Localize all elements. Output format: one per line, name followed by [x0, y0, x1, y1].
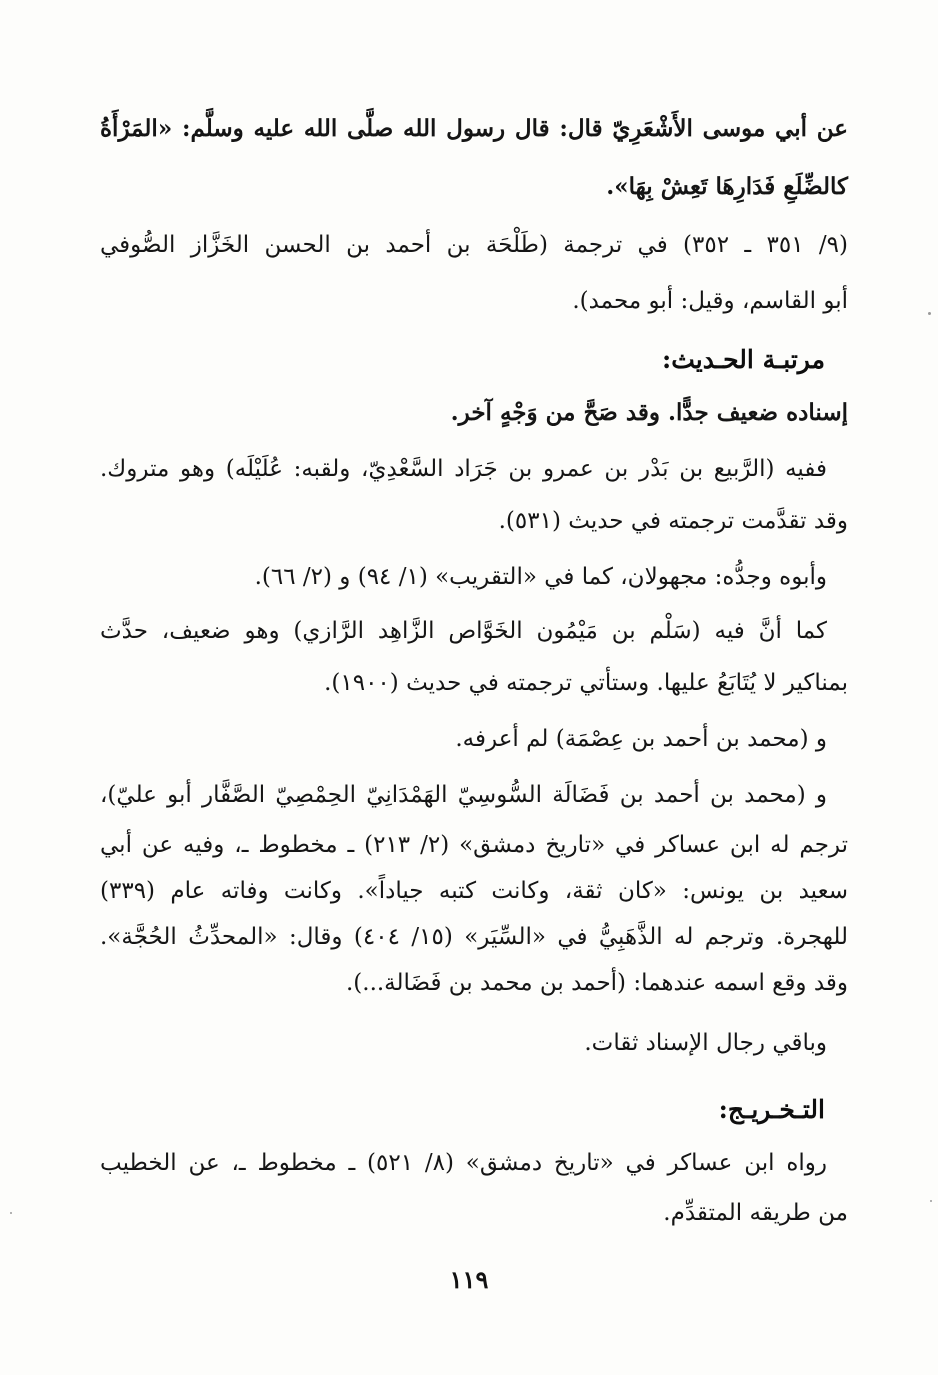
narrator-5-line-2: ترجم له ابن عساكر في «تاريخ دمشق» (٢/ ٢١٣) ـ مخطوط ـ، وفيه عن أبي: [100, 832, 849, 858]
scan-speck: [928, 312, 931, 315]
section-heading-takhrij: التـخـريـج:: [718, 1095, 825, 1124]
rank-summary: إسناده ضعيف جدًّا. وقد صَحَّ من وَجْهٍ آخر.: [450, 399, 848, 426]
narrator-3-line-1: كما أنَّ فيه (سَلْم بن مَيْمُون الخَوَّاص الزَّاهِد الرَّازي) وهو ضعيف، حدَّث: [100, 618, 827, 644]
hadith-line-1: عن أبي موسى الأَشْعَرِيّ قال: قال رسول الله صلَّى الله عليه وسلَّم: «المَرْأَةُ: [100, 115, 848, 142]
reference-line-1: (٩/ ٣٥١ ـ ٣٥٢) في ترجمة (طَلْحَة بن أحمد بن الحسن الخَزَّاز الصُّوفي: [100, 232, 848, 258]
reference-line-2: أبو القاسم، وقيل: أبو محمد).: [572, 288, 848, 314]
narrator-2-line-1: وأبوه وجدُّه: مجهولان، كما في «التقريب» (١/ ٩٤) و (٢/ ٦٦).: [254, 564, 827, 590]
narrator-5-line-1: و (محمد بن أحمد بن فَضَالَة السُّوسِيّ الهَمْدَانِيّ الحِمْصِيّ الصَّفَّار أبو عليّ)،: [100, 782, 827, 808]
takhrij-line-2: من طريقه المتقدِّم.: [663, 1200, 848, 1226]
takhrij-line-1: رواه ابن عساكر في «تاريخ دمشق» (٨/ ٥٢١) ـ مخطوط ـ، عن الخطيب: [100, 1150, 827, 1176]
narrator-1-line-2: وقد تقدَّمت ترجمته في حديث (٥٣١).: [498, 508, 848, 534]
narrator-4-line-1: و (محمد بن أحمد بن عِصْمَة) لم أعرفه.: [455, 726, 827, 752]
scan-speck: [10, 1212, 12, 1214]
page-number: ١١٩: [449, 1265, 489, 1294]
scan-speck: [930, 1200, 932, 1202]
narrator-1-line-1: ففيه (الرَّبيع بن بَدْر بن عمرو بن جَرَاد السَّعْدِيّ، ولقبه: عُلَيْلَه) وهو متروك.: [100, 456, 827, 482]
narrator-3-line-2: بمناكير لا يُتَابَعُ عليها. وستأتي ترجمته في حديث (١٩٠٠).: [324, 670, 848, 696]
narrator-5-line-4: للهجرة. وترجم له الذَّهَبِيُّ في «السِّيَر» (١٥/ ٤٠٤) وقال: «المحدِّثُ الحُجَّة».: [100, 924, 848, 950]
narrator-5-line-3: سعيد بن يونس: «كان ثقة، وكانت كتبه جياداً». وكانت وفاته عام (٣٣٩): [100, 878, 848, 904]
narrator-5-line-5: وقد وقع اسمه عندهما: (أحمد بن محمد بن فَضَالة...).: [345, 970, 848, 996]
hadith-line-2: كالضِّلَعِ فَدَارِهَا تَعِشْ بِهَا».: [606, 173, 848, 200]
section-heading-rank: مرتبـة الحـديث:: [661, 345, 825, 374]
narrator-6-line-1: وباقي رجال الإسناد ثقات.: [584, 1030, 827, 1056]
